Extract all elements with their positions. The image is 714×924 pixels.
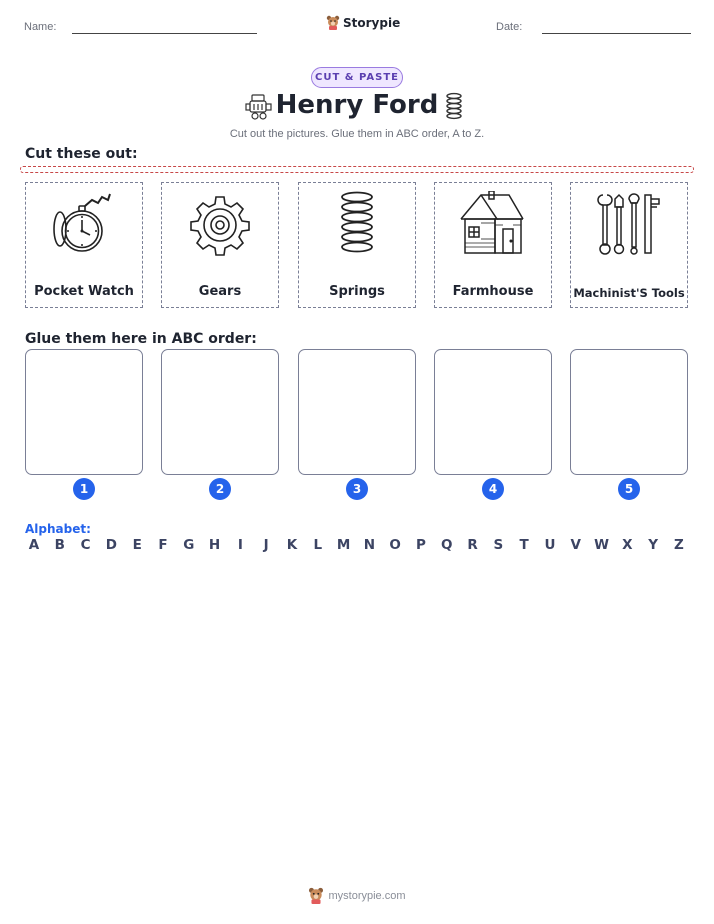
card-machinists-tools[interactable] [570, 182, 688, 308]
card-label: Gears [198, 284, 242, 299]
tools-icon [595, 191, 663, 259]
alphabet-letter: L [313, 537, 323, 553]
footer-site[interactable]: mystorypie.com [328, 889, 406, 902]
card-label: Machinist'S Tools [573, 286, 685, 300]
card-gears[interactable] [161, 182, 279, 308]
bear-icon [308, 887, 324, 904]
alphabet-letter: I [237, 537, 243, 553]
alphabet-label: Alphabet: [25, 522, 91, 536]
slot-number: 3 [346, 478, 368, 500]
spring-title-icon [445, 92, 463, 122]
slot-number: 4 [482, 478, 504, 500]
alphabet-letter: M [336, 537, 351, 553]
spring-icon [323, 191, 391, 259]
alphabet-row [25, 537, 688, 553]
alphabet-letter: F [158, 537, 168, 553]
glue-box-4[interactable] [434, 349, 552, 475]
alphabet-letter: W [594, 537, 609, 553]
alphabet-letter: Z [674, 537, 684, 553]
card-pocket-watch[interactable] [25, 182, 143, 308]
alphabet-letter: C [80, 537, 91, 553]
alphabet-letter: H [208, 537, 221, 553]
card-label: Pocket Watch [34, 284, 134, 299]
alphabet-letter: S [493, 537, 504, 553]
alphabet-letter: Y [648, 537, 659, 553]
card-springs[interactable] [298, 182, 416, 308]
date-label: Date: [496, 21, 523, 33]
alphabet-letter: O [389, 537, 401, 553]
brand-name: Storypie [343, 15, 401, 30]
alphabet-letter: X [622, 537, 633, 553]
glue-heading: Glue them here in ABC order: [25, 331, 257, 347]
alphabet-letter: E [132, 537, 142, 553]
name-label: Name: [24, 21, 57, 33]
alphabet-letter: V [570, 537, 581, 553]
cut-heading: Cut these out: [25, 146, 138, 162]
alphabet-letter: A [28, 537, 40, 553]
cut-paste-badge: CUT & PASTE [311, 67, 403, 88]
farmhouse-icon [459, 191, 527, 259]
pocket-watch-icon [50, 191, 118, 259]
alphabet-letter: T [519, 537, 529, 553]
page-title: Henry Ford [275, 90, 439, 120]
alphabet-letter: J [263, 537, 269, 553]
instructions: Cut out the pictures. Glue them in ABC order, A to Z. [229, 128, 485, 140]
alphabet-letter: U [544, 537, 556, 553]
alphabet-letter: N [363, 537, 376, 553]
alphabet-letter: K [286, 537, 298, 553]
glue-box-2[interactable] [161, 349, 279, 475]
alphabet-letter: B [54, 537, 65, 553]
date-line[interactable] [542, 33, 691, 34]
alphabet-letter: D [105, 537, 117, 553]
glue-box-5[interactable] [570, 349, 688, 475]
slot-number: 1 [73, 478, 95, 500]
glue-box-3[interactable] [298, 349, 416, 475]
brand-logo [326, 15, 400, 30]
alphabet-letter: P [416, 537, 426, 553]
alphabet-letter: G [183, 537, 195, 553]
slot-number: 2 [209, 478, 231, 500]
gear-icon [186, 191, 254, 259]
alphabet-letter: R [467, 537, 478, 553]
glue-box-1[interactable] [25, 349, 143, 475]
card-label: Springs [329, 284, 385, 299]
name-line[interactable] [72, 33, 257, 34]
alphabet-letter: Q [441, 537, 453, 553]
slot-number: 5 [618, 478, 640, 500]
card-label: Farmhouse [452, 284, 534, 299]
cut-line [20, 166, 694, 173]
footer [0, 887, 714, 904]
bear-icon [326, 15, 340, 30]
card-farmhouse[interactable] [434, 182, 552, 308]
